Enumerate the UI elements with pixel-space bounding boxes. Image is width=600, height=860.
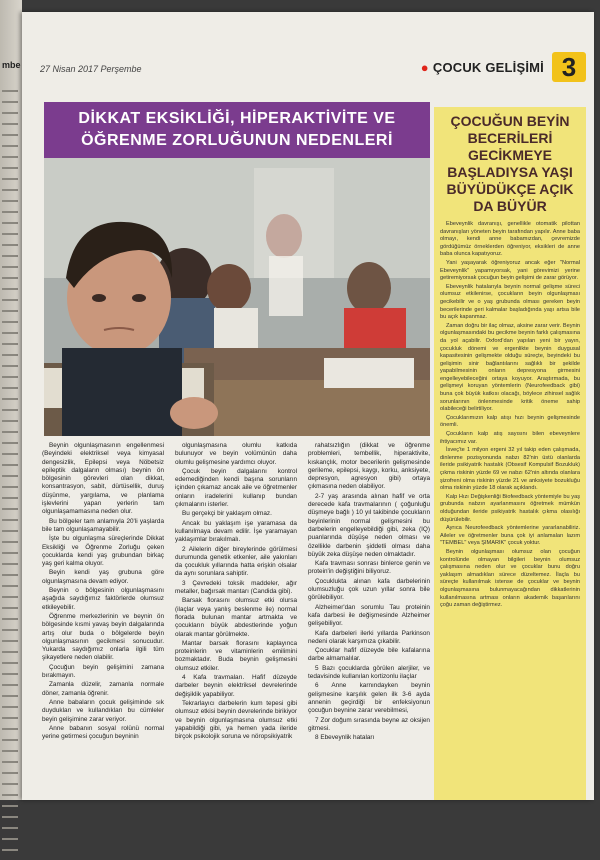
- sidebar-paragraph: Ebeveynlik davranışı, genellikle otomatik pilottan davranışları yöneten beyin tarafından yapılır. Anne baba olmayı, kendi anne babamızdan, çevremizde gördüğümüz örneklerden öğreniyor, eksikleri de anne baba olunca kapatıyoruz.: [440, 221, 580, 258]
- previous-page-fragment: mbe: [2, 60, 21, 70]
- sidebar-paragraph: İsveç'te 1 milyon ergeni 32 yıl takip eden çalışmada, dinlenme pozisyonunda nabzı 82'nin üstü olanlarda ileride psikiyatrik hastalık (Obsesif Kompulsif Bozukluk) çıkma riskinin yüzde 69 ve nabzı 62'nin altında olanlara şizofreni olma riskinin yüzde 21 ve anksiyete bozukluğu olma riskinin yüzde 18 olarak açıklandı.: [440, 447, 580, 492]
- sidebar-paragraph: Beynin olgunlaşması olumsuz olan çocuğun kontrolünde olmayan bilgileri beynin olumsuz çalışmasına neden olur ve çocuklar bunu doğru yaklaşım almadıkları sürece düzeltemez. İlaçla bu süreçte kullanılmak istense de çocuklar ve beynin olgunlaşmasına bulunmayacağından dikkatlerinin kullanılmasına artması onların akademik başarılarını çoğu zaman değiştirmez.: [440, 548, 580, 609]
- body-paragraph: 3 Çevredeki toksik maddeler, ağır metaller, bağırsak mantarı (Candida gibi).: [175, 579, 297, 596]
- body-paragraph: Çocuklukta alınan kafa darbelerinin olumsuzluğu çok uzun yıllar sonra bile görülebiliyor.: [308, 577, 430, 602]
- issue-date: 27 Nisan 2017 Perşembe: [40, 64, 142, 74]
- classroom-photo: [44, 158, 430, 436]
- sidebar-body: [440, 221, 580, 610]
- article-column-1: [42, 442, 164, 742]
- body-paragraph: Beynin olgunlaşmasının engellenmesi (Beyindeki elektriksel veya kimyasal dengesizlik, Epilepsi veya Nöbetsiz epileptik dalgaların olması) beynin ön bölgesinin görevleri olan dikkat, konsantrasyon, sabit, dürtüsellik, duruş düşünme, yargılama, ve planlama işlevlerini yapan yerlerin tam olgunlaşamamasına neden olur.: [42, 442, 164, 516]
- body-paragraph: Bu gerçekçi bir yaklaşım olmaz.: [182, 510, 272, 518]
- sidebar-paragraph: Ayrıca Neurofeedback yöntemlerine yararlanabiliriz. Aileler ve öğretmenler buna çok iyi anlamaları lazım "TEMBEL" veya ŞIMARIK" çocuk yoktur.: [440, 525, 580, 547]
- sidebar-paragraph: Çocuklarımızın kalp atışı hızı beynin gelişmesinde önemli.: [440, 414, 580, 429]
- body-paragraph: 4 Kafa travmaları. Hafif düzeyde darbeler beynin elektriksel devrelerinde değişiklik yapabiliyor.: [175, 674, 297, 698]
- body-paragraph: 5 Bazı çocuklarda görülen alerjiler, ve tedavisinde kullanılan kortizonlu ilaçlar: [308, 664, 430, 681]
- body-paragraph: Alzheimer'dan sorumlu Tau proteinin kafa darbesi ile değişmesinde Alzheimer gelişebiliyor.: [308, 603, 430, 628]
- sidebar-title: ÇOCUĞUN BEYİN BECERİLERİ GECİKMEYE BAŞLADIYSA YAŞI BÜYÜDÜKÇE AÇIK DA BÜYÜR: [446, 113, 574, 214]
- page-number: 3: [552, 52, 586, 82]
- body-paragraph: Ancak bu yaklaşım işe yaramasa da kullanılmaya devam edilir. İşe yaramayan yaklaşımlar bırakılmalı.: [175, 519, 297, 544]
- body-paragraph: Çocuk beyin dalgalarını kontrol edemediğinden kendi başına sorunların içinden çıkamaz ancak aile ve öğretmenler onların iradelerini kullanıp bundan çıkmalarını isterler.: [175, 467, 297, 509]
- body-paragraph: Mantar barsak florasını kaplayınca proteinlerin ve vitaminlerin emilimini bozmaktadır. Buda beynin gelişmesini olumsuz etkiler.: [175, 639, 297, 672]
- body-paragraph: Zamanla düzelir, zamanla normale döner, zamanla öğrenir.: [42, 681, 164, 697]
- section-title: [421, 60, 544, 75]
- sidebar-box: [434, 107, 586, 800]
- body-paragraph: Tekrarlayıcı darbelerin kum tepesi gibi olumsuz etkisi beynin devrelerinde birikiyor ve beynin olgunlaşmasına olumsuz etki yapabildiği gibi, ya hemen yada ileride birçok psikolojik soruna ve nöropsikiyatrik: [175, 699, 297, 741]
- body-paragraph: İşte bu olgunlaşma süreçlerinde Dikkat Eksikliği ve Öğrenme Zorluğu çeken çocuklarda kendi yaş grubundan birkaç yaş geri kalma oluyor.: [42, 535, 164, 568]
- body-paragraph: 2-7 yaş arasında alınan hafif ve orta derecede kafa travmalarının ( çoğunluğu düşmeye bağlı ) 10 yıl takibinde çocukların beyinlerinin normal gelişmesini bu darbelerin engelleyebildiği gibi, zeka (IQ) puanlarında düşüşe neden olması ve özellikle darbenin şiddetli olması daha büyük zeka düşüşe neden olmaktadır.: [308, 492, 430, 558]
- body-paragraph: Beynin o bölgesinin olgunlaşmasını aşağıda saydığımız faktörlerde olumsuz etkileyebilir.: [42, 587, 164, 611]
- bullet-icon: ●: [420, 60, 429, 75]
- body-paragraph: Öğrenme merkezlerinin ve beynin ön bölgesinde kısmi yavaş beyin dalgalarında artış olur buda o bölgelerde beyin olgunlaşmasının gecikmesi sonucudur. Yukarda saydığımız onlarla ilgili tüm şikayetlere neden olabilir.: [42, 612, 164, 662]
- body-paragraph: Barsak florasını olumsuz etki olursa (ilaçlar veya yanlış beslenme ile) normal florada bulunan mantar artmakta ve çocukların büyük abdestlerinde yoğun olarak mantar görülmekte.: [175, 597, 297, 638]
- sidebar-paragraph: Çocukların kalp atış sayısını bilen ebeveynlere ihtiyacımız var.: [440, 431, 580, 445]
- sidebar-paragraph: Yani yaşayarak öğreniyoruz ancak eğer "Normal Ebeveynlik" yapamıyorsak, yani görevimizi yerine getiremiyorsak çocuğun beyin gelişimi de zarar görüyor.: [440, 259, 580, 282]
- previous-page-edge: [0, 0, 22, 800]
- body-paragraph: Çocuklar hafif düzeyde bile kafalarına darbe almamalılar.: [308, 647, 430, 663]
- body-paragraph: 2 Ailelerin diğer bireylerinde görülmesi durumunda genetik etkenler, aile yakınları da çocukluk yıllarında hatta erişkin olsalar da aynı sorunlara sahiptir.: [175, 545, 297, 578]
- body-paragraph: olgunlaşmasına olumlu katkıda bulunuyor ve beyin volümünün daha olumlu gelişmesine yardımcı oluyor.: [175, 442, 297, 466]
- body-paragraph: 6 Anne karnındayken beynin gelişmesine karşılık gelen ilk 3-6 ayda annenin geçirdiği bir enfeksiyonun çocuğun beynine zarar verebilmesi,: [308, 682, 430, 715]
- body-paragraph: rahatsızlığın (dikkat ve öğrenme problemleri, tembellik, hiperaktivite, kıskançlık, motor becerilerin gelişmesinde gerileme, epilepsi, kaygı, korku, anksiyete, depresyon, agresyon gibi) ortaya çıkmasına neden olabiliyor.: [308, 442, 430, 491]
- body-paragraph: Çocuğun beyin gelişimini zamana bırakmayın.: [42, 663, 164, 680]
- sidebar-paragraph: Kalp Hızı Değişkenliği Biofeedback yöntemiyle bu yaş grubunda nabzın ayarlanmasını öğretmek mümkün olduğundan ileride psikiyatrik hastalık çıkma olasılığı düşürülebilir.: [440, 493, 580, 523]
- previous-page-text-lines: [2, 90, 18, 860]
- article-column-2: [175, 442, 297, 742]
- sidebar-paragraph: Ebeveynlik hatalarıyla beynin normal gelişme süreci olumsuz etkilenirse, çocukların beyin olgunlaşması gecikebilir ve o yaş grubunda olması gereken beyin becerilerinde geri kalmalar başladığında yaşı artsa bile bu açık kapanmaz.: [440, 283, 580, 321]
- headline-line-1: DİKKAT EKSİKLİĞİ, HİPERAKTİVİTE VE: [78, 110, 396, 127]
- body-paragraph: Kafa darbeleri ilerki yıllarda Parkinson nedeni olarak karşımıza çıkabilir.: [308, 629, 430, 645]
- body-paragraph: Kafa travması sonrası binlerce genin ve protein'in değiştiğini biliyoruz.: [308, 560, 430, 576]
- article-column-3: [308, 442, 430, 743]
- body-paragraph: 8 Ebeveynlik hataları: [315, 734, 375, 742]
- article-headline: [44, 102, 430, 158]
- newspaper-page: [22, 12, 594, 800]
- body-paragraph: Bu bölgeler tam anlamıyla 20'li yaşlarda bile tam olgunlaşamayabilir.: [42, 517, 164, 533]
- body-paragraph: Beyin kendi yaş grubuna göre olgunlaşmasına devam ediyor.: [42, 569, 164, 585]
- body-paragraph: Anne babaların çocuk gelişiminde sık duydukları ve kullandıkları bu cümleler beyin gelişimine zarar veriyor.: [42, 698, 164, 723]
- body-paragraph: 7 Zor doğum sırasında beyne az oksijen gitmesi.: [308, 716, 430, 732]
- classroom-illustration: [44, 158, 430, 436]
- headline-line-2: ÖĞRENME ZORLUĞUNUN NEDENLERİ: [81, 132, 393, 149]
- section-name: ÇOCUK GELİŞİMİ: [432, 60, 544, 75]
- sidebar-paragraph: Zaman doğru bir ilaç olmaz, aksine zarar verir. Beynin olgunlaşmasındaki bu gecikme beynin farklı çalışmasına da yol açabilir. Oxford'dan yapılan yeni bir yayın, çocukluk dönemi ve ergenlikte beynin duygusal kapasitesinin gelişmekte olduğu süreçte, beyindeki bu gelişimin sinir bağlantılarını sağlıklı bir şekilde yapabilmesinin onların depresyona girmesini engelleyebileceğini ortaya koyuyor. Araştırmada, bu gelişmeyi koruyan yöntemlerin (Neurofeedback gibi) buna çok büyük katkısı olacağı, böylece zihinsel sağlık sorunlarının önlenmesinde kritik öneme sahip olabileceği belirtiliyor.: [440, 322, 580, 413]
- article-body: [42, 442, 430, 800]
- body-paragraph: Anne babanın sosyal rolünü normal yerine getirmesi çocuğun beyninin: [42, 724, 164, 741]
